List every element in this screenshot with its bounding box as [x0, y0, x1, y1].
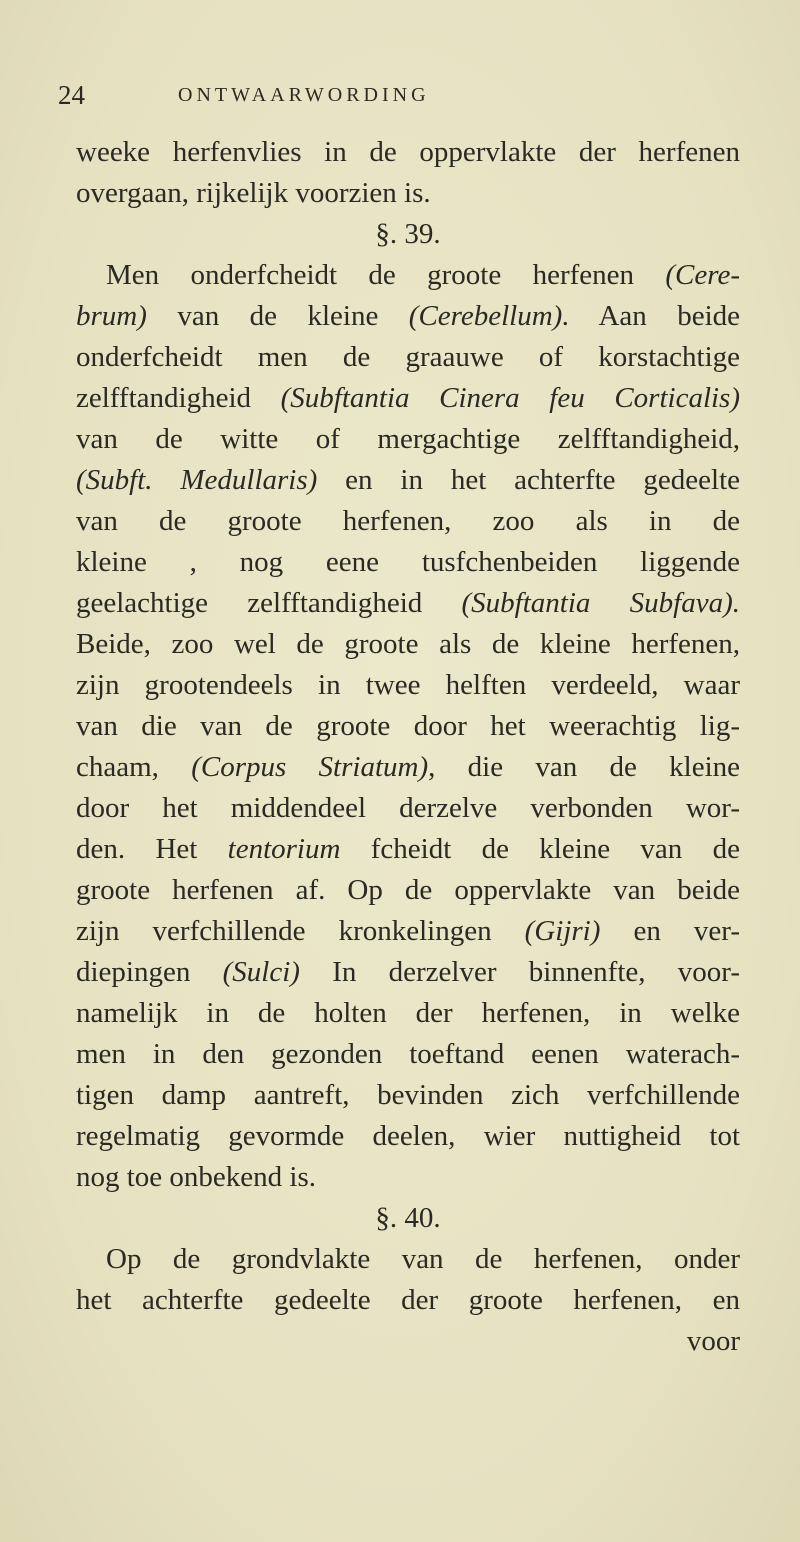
- text-line: [76, 749, 740, 785]
- section-heading: [76, 1200, 740, 1236]
- latin-term: (Cere-: [665, 259, 740, 291]
- latin-term: (Subft. Medullaris): [76, 464, 318, 496]
- latin-term: (Corpus Striatum): [191, 751, 429, 783]
- text-segment: weeke herfenvlies in de oppervlakte der herfenen: [76, 136, 740, 168]
- text-line: [76, 544, 740, 580]
- text-segment: namelijk in de holten der herfenen, in welke: [76, 997, 740, 1029]
- text-segment: §. 40.: [375, 1202, 441, 1234]
- text-segment: onderfcheidt men de graauwe of korstachtige: [76, 341, 740, 373]
- text-segment: den. Het: [76, 833, 228, 865]
- text-line: [76, 872, 740, 908]
- text-line: [76, 626, 740, 662]
- text-line: [76, 380, 740, 416]
- latin-term: (Sulci): [222, 956, 300, 988]
- text-segment: , die van de kleine: [428, 751, 740, 783]
- text-line: [76, 995, 740, 1031]
- text-segment: regelmatig gevormde deelen, wier nuttigheid tot: [76, 1120, 740, 1152]
- text-line: [76, 1159, 740, 1195]
- text-line: [76, 503, 740, 539]
- text-line: [76, 339, 740, 375]
- text-segment: groote herfenen af. Op de oppervlakte van beide: [76, 874, 740, 906]
- text-segment: zijn grootendeels in twee helften verdeeld, waar: [76, 669, 740, 701]
- text-line: [76, 790, 740, 826]
- text-line: [76, 708, 740, 744]
- text-segment: voor: [686, 1325, 740, 1357]
- latin-term: (Subftantia Subfava).: [461, 587, 740, 619]
- text-line: [76, 175, 740, 211]
- text-segment: §. 39.: [375, 218, 441, 250]
- text-segment: diepingen: [76, 956, 223, 988]
- text-segment: zelfftandigheid: [76, 382, 281, 414]
- text-segment: In derzelver binnenfte, voor-: [299, 956, 741, 988]
- text-line: [76, 667, 740, 703]
- text-segment: het achterfte gedeelte der groote herfenen, en: [76, 1284, 740, 1316]
- text-segment: kleine , nog eene tusfchenbeiden liggende: [76, 546, 740, 578]
- text-segment: van de witte of mergachtige zelfftandigheid,: [76, 423, 740, 455]
- section-heading: [76, 216, 740, 252]
- text-segment: van de kleine: [146, 300, 409, 332]
- text-line: [76, 1077, 740, 1113]
- catchword: [76, 1323, 740, 1359]
- text-line: [76, 1241, 740, 1277]
- page-number: 24: [58, 80, 85, 110]
- text-segment: Men onderfcheidt de groote herfenen: [106, 259, 666, 291]
- text-line: [76, 298, 740, 334]
- text-segment: van die van de groote door het weerachtig lig-: [76, 710, 740, 742]
- text-segment: en ver-: [600, 915, 740, 947]
- text-line: [76, 462, 740, 498]
- latin-term: (Cerebellum).: [408, 300, 570, 332]
- text-segment: fcheidt de kleine van de: [340, 833, 740, 865]
- latin-term: (Gijri): [524, 915, 601, 947]
- text-segment: men in den gezonden toeftand eenen waterach-: [76, 1038, 740, 1070]
- text-line: [76, 913, 740, 949]
- text-line: [76, 831, 740, 867]
- text-segment: Aan beide: [569, 300, 741, 332]
- latin-term: tentorium: [227, 833, 341, 865]
- text-segment: chaam,: [76, 751, 192, 783]
- text-segment: en in het achterfte gedeelte: [317, 464, 740, 496]
- page-header: [58, 80, 678, 114]
- text-line: [76, 1282, 740, 1318]
- latin-term: brum): [76, 300, 147, 332]
- text-segment: Op de grondvlakte van de herfenen, onder: [106, 1243, 740, 1275]
- text-segment: van de groote herfenen, zoo als in de: [76, 505, 740, 537]
- text-segment: overgaan, rijkelijk voorzien is.: [76, 177, 431, 209]
- text-line: [76, 134, 740, 170]
- running-title: ONTWAARWORDING: [178, 84, 430, 106]
- text-segment: tigen damp aantreft, bevinden zich verfchillende: [76, 1079, 740, 1111]
- text-line: [76, 585, 740, 621]
- text-line: [76, 1036, 740, 1072]
- text-line: [76, 257, 740, 293]
- text-line: [76, 954, 740, 990]
- text-line: [76, 1118, 740, 1154]
- text-segment: Beide, zoo wel de groote als de kleine herfenen,: [76, 628, 740, 660]
- text-line: [76, 421, 740, 457]
- text-segment: zijn verfchillende kronkelingen: [76, 915, 525, 947]
- text-segment: door het middendeel derzelve verbonden wor-: [76, 792, 740, 824]
- text-segment: nog toe onbekend is.: [76, 1161, 317, 1193]
- latin-term: (Subftantia Cinera feu Corticalis): [280, 382, 740, 414]
- text-segment: geelachtige zelfftandigheid: [76, 587, 462, 619]
